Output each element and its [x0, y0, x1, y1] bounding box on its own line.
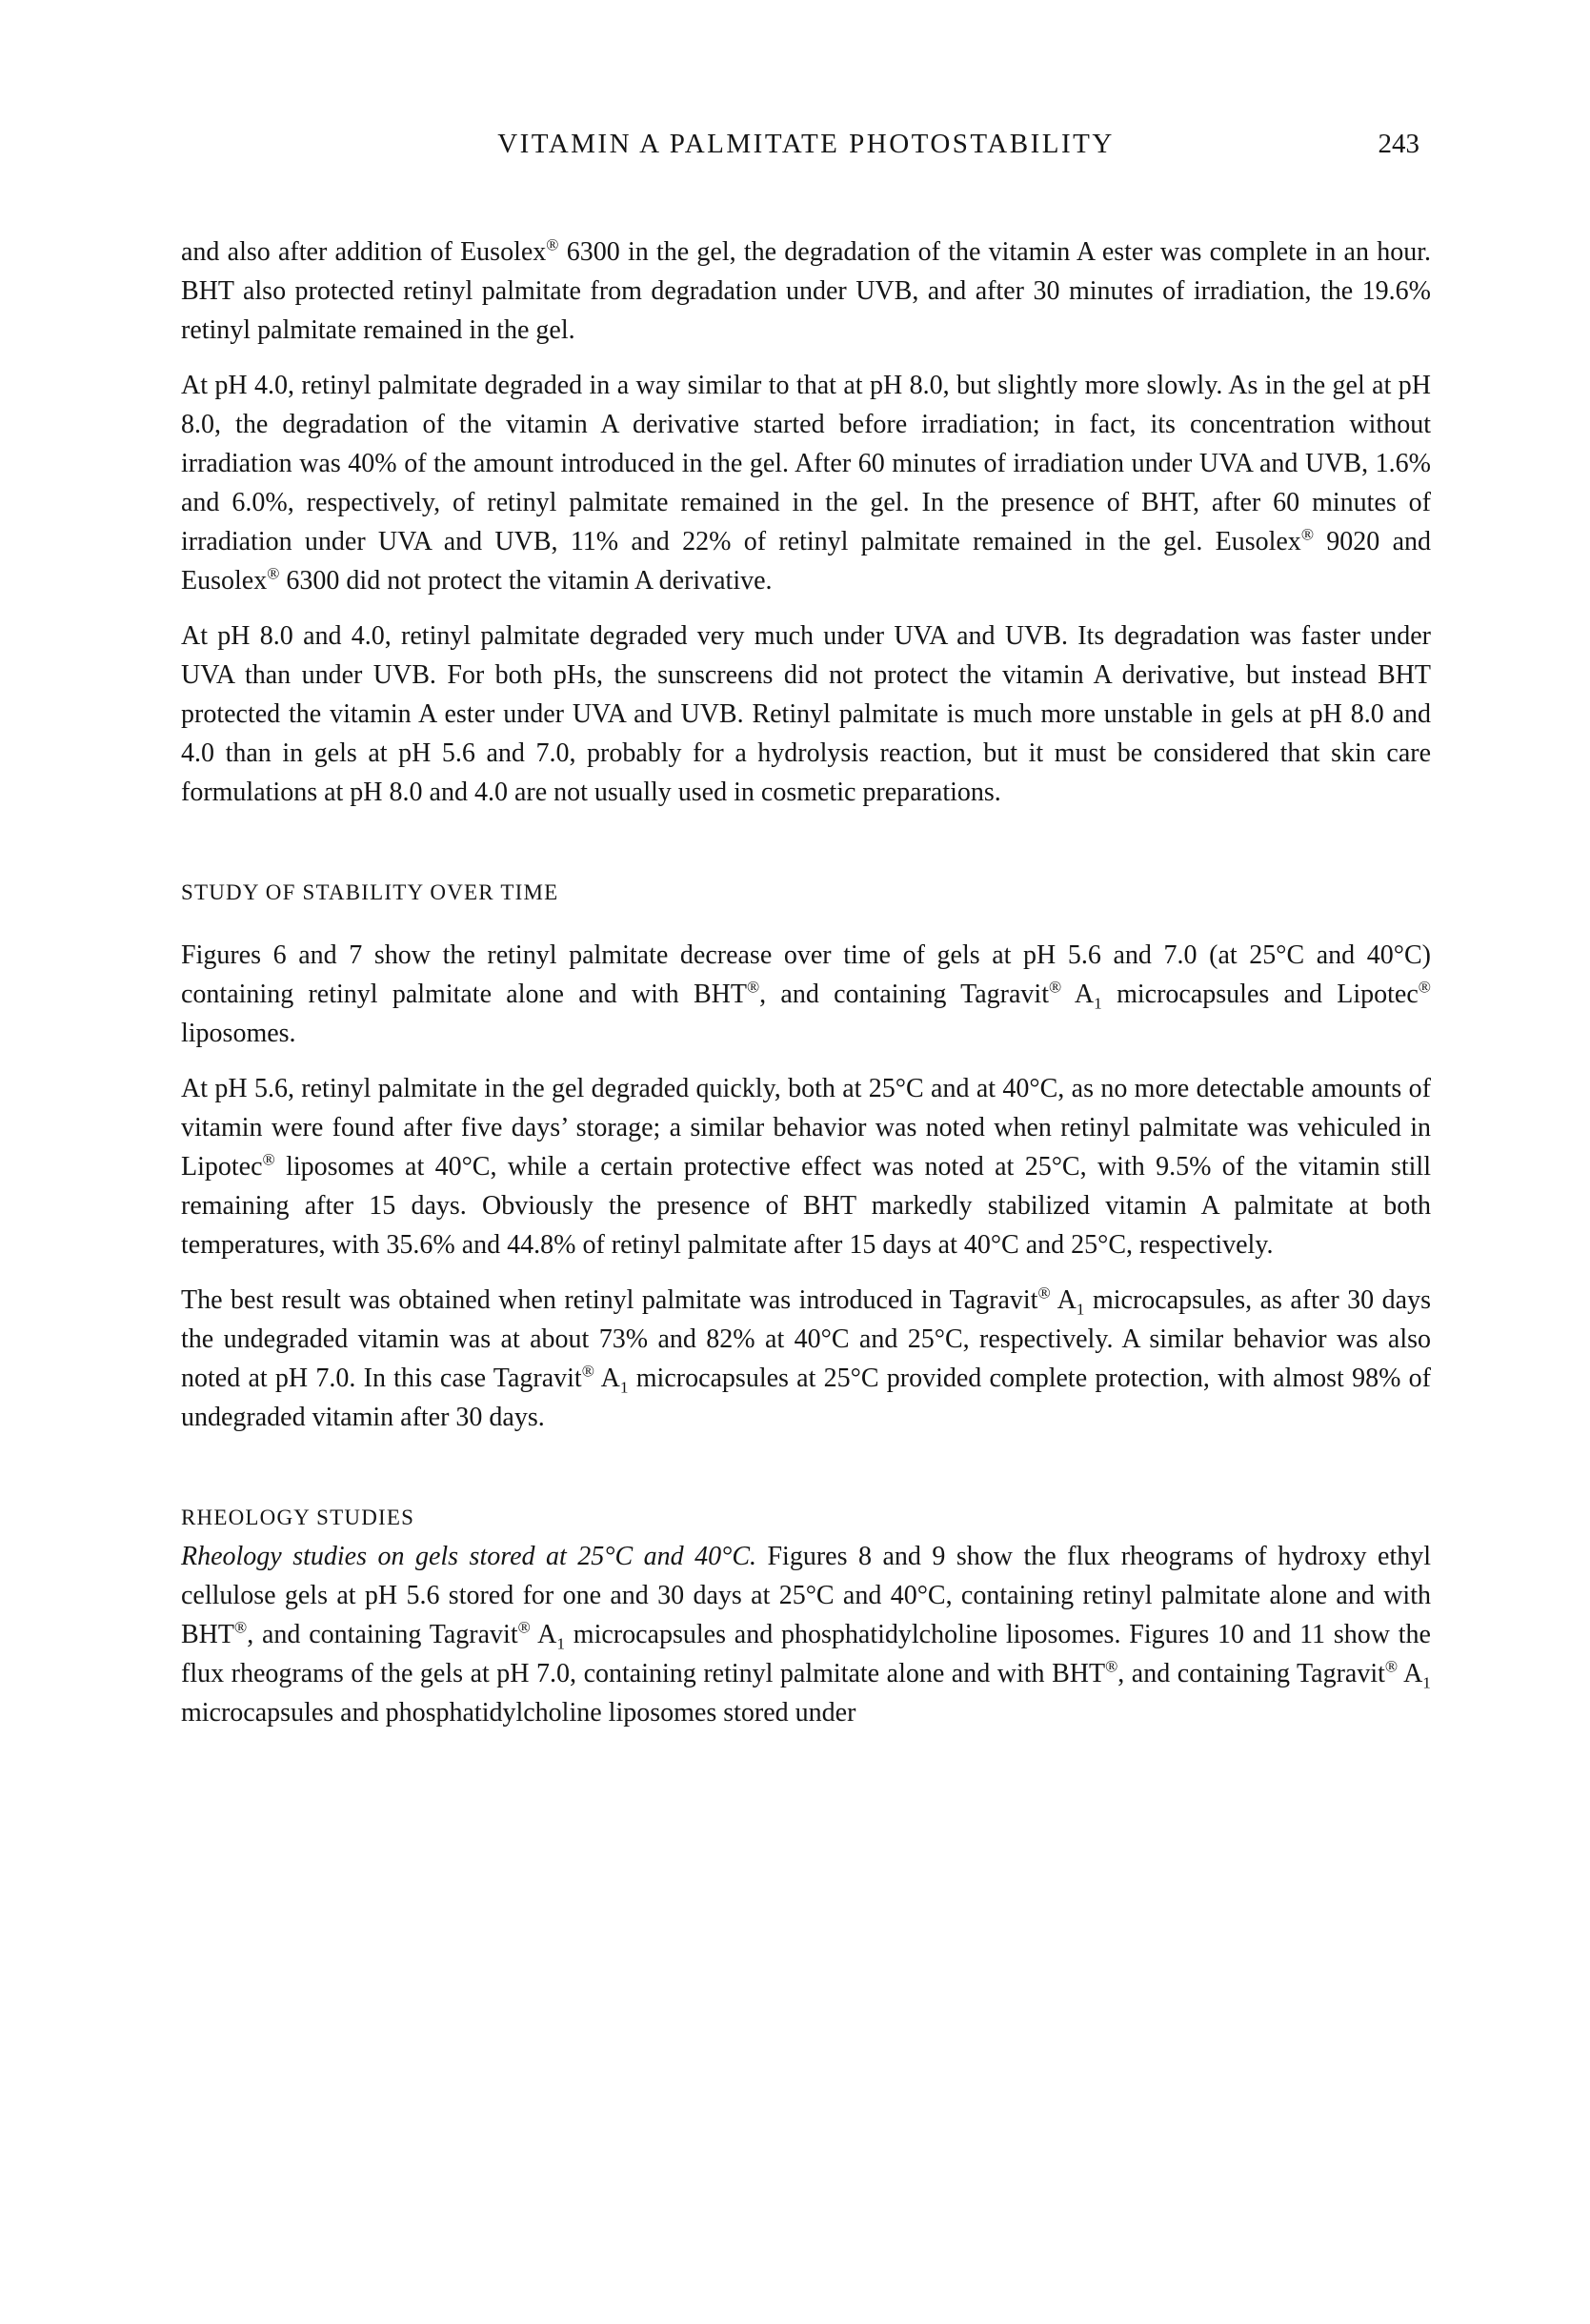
registered-trademark-symbol: ® [1048, 978, 1062, 997]
registered-trademark-symbol: ® [1105, 1657, 1118, 1676]
running-head [181, 124, 1431, 164]
registered-trademark-symbol: ® [517, 1618, 531, 1637]
italic-run: Rheology studies on gels stored at 25°C and 40°C. [181, 1542, 756, 1571]
paragraph-intro-1: and also after addition of Eusolex® 6300 in the gel, the degradation of the vitamin A ester was complete in an hour. BHT also protected retinyl palmitate from degradation under UVB, and after 30 minutes of irradiation, the 19.6% retinyl palmitate remained in the gel. [181, 235, 1431, 345]
registered-trademark-symbol: ® [1037, 1283, 1051, 1303]
paragraph-intro-3: At pH 8.0 and 4.0, retinyl palmitate degraded very much under UVA and UVB. Its degradation was faster under UVA than under UVB. For both pHs, the sunscreens did not protect the vitamin A derivative, but instead BHT protected the vitamin A ester under UVA and UVB. Retinyl palmitate is much more unstable in gels at pH 8.0 and 4.0 than in gels at pH 5.6 and 7.0, probably for a hydrolysis reaction, but it must be considered that skin care formulations at pH 8.0 and 4.0 are not usually used in cosmetic preparations. [181, 621, 1431, 807]
subscript-text: 1 [556, 1634, 565, 1653]
paragraph-stability-1: Figures 6 and 7 show the retinyl palmitate decrease over time of gels at pH 5.6 and 7.0 (at 25°C and 40°C) containing retinyl palmitate alone and with BHT®, and containing Tagravit® $A_1$ microcapsules and Lipotec® liposomes. [181, 940, 1431, 1048]
subscript-text: 1 [619, 1378, 629, 1397]
page-number: 243 [1378, 129, 1419, 159]
subscript-text: 1 [1076, 1300, 1085, 1319]
registered-trademark-symbol: ® [1418, 978, 1431, 997]
paragraph-intro-2: At pH 4.0, retinyl palmitate degraded in a way similar to that at pH 8.0, but slightly more slowly. As in the gel at pH 8.0, the degradation of the vitamin A derivative started before irradiation; in fact, its concentration without irradiation was 40% of the amount introduced in the gel. After 60 minutes of irradiation under UVA and UVB, 1.6% and 6.0%, respectively, of retinyl palmitate remained in the gel. In the presence of BHT, after 60 minutes of irradiation under UVA and UVB, 11% and 22% of retinyl palmitate remained in the gel. Eusolex® 9020 and Eusolex® 6300 did not protect the vitamin A derivative. [181, 371, 1432, 596]
registered-trademark-symbol: ® [234, 1618, 248, 1637]
registered-trademark-symbol: ® [746, 978, 760, 997]
registered-trademark-symbol: ® [581, 1362, 594, 1381]
section-heading-rheology: RHEOLOGY STUDIES [181, 1506, 415, 1529]
running-head-title: VITAMIN A PALMITATE PHOTOSTABILITY [497, 129, 1115, 159]
registered-trademark-symbol: ® [1300, 525, 1315, 544]
registered-trademark-symbol: ® [1384, 1657, 1399, 1676]
registered-trademark-symbol: ® [262, 1150, 275, 1169]
paragraph-stability-3: The best result was obtained when retinyl palmitate was introduced in Tagravit® $A_1$ microcapsules, as after 30 days the undegraded vitamin was at about 73% and 82% at 40°C and 25°C, respectively. A similar behavior was also noted at pH 7.0. In this case Tagravit® $A_1$ microcapsules at 25°C provided complete protection, with almost 98% of undegraded vitamin after 30 days. [181, 1283, 1431, 1432]
subscript-text: 1 [1422, 1673, 1431, 1692]
paragraph-stability-2: At pH 5.6, retinyl palmitate in the gel degraded quickly, both at 25°C and at 40°C, as no more detectable amounts of vitamin were found after five days’ storage; a similar behavior was noted when retinyl palmitate was vehiculed in Lipotec® liposomes at 40°C, while a certain protective effect was noted at 25°C, with 9.5% of the vitamin still remaining after 15 days. Obviously the presence of BHT markedly stabilized vitamin A palmitate at both temperatures, with 35.6% and 44.8% of retinyl palmitate after 15 days at 40°C and 25°C, respectively. [181, 1074, 1431, 1260]
text-column [181, 124, 1431, 1748]
registered-trademark-symbol: ® [546, 235, 559, 254]
paragraph-rheology-1: Rheology studies on gels stored at 25°C and 40°C. Figures 8 and 9 show the flux rheograms of hydroxy ethyl cellulose gels at pH 5.6 stored for one and 30 days at 25°C and 40°C, containing retinyl palmitate alone and with BHT®, and containing Tagravit® $A_1$ microcapsules and phosphatidylcholine liposomes. Figures 10 and 11 show the flux rheograms of the gels at pH 7.0, containing retinyl palmitate alone and with BHT®, and containing Tagravit® $A_1$ microcapsules and phosphatidylcholine liposomes stored under [181, 1542, 1432, 1728]
registered-trademark-symbol: ® [267, 564, 280, 583]
section-heading-stability: STUDY OF STABILITY OVER TIME [181, 880, 559, 904]
subscript-text: 1 [1094, 994, 1102, 1013]
